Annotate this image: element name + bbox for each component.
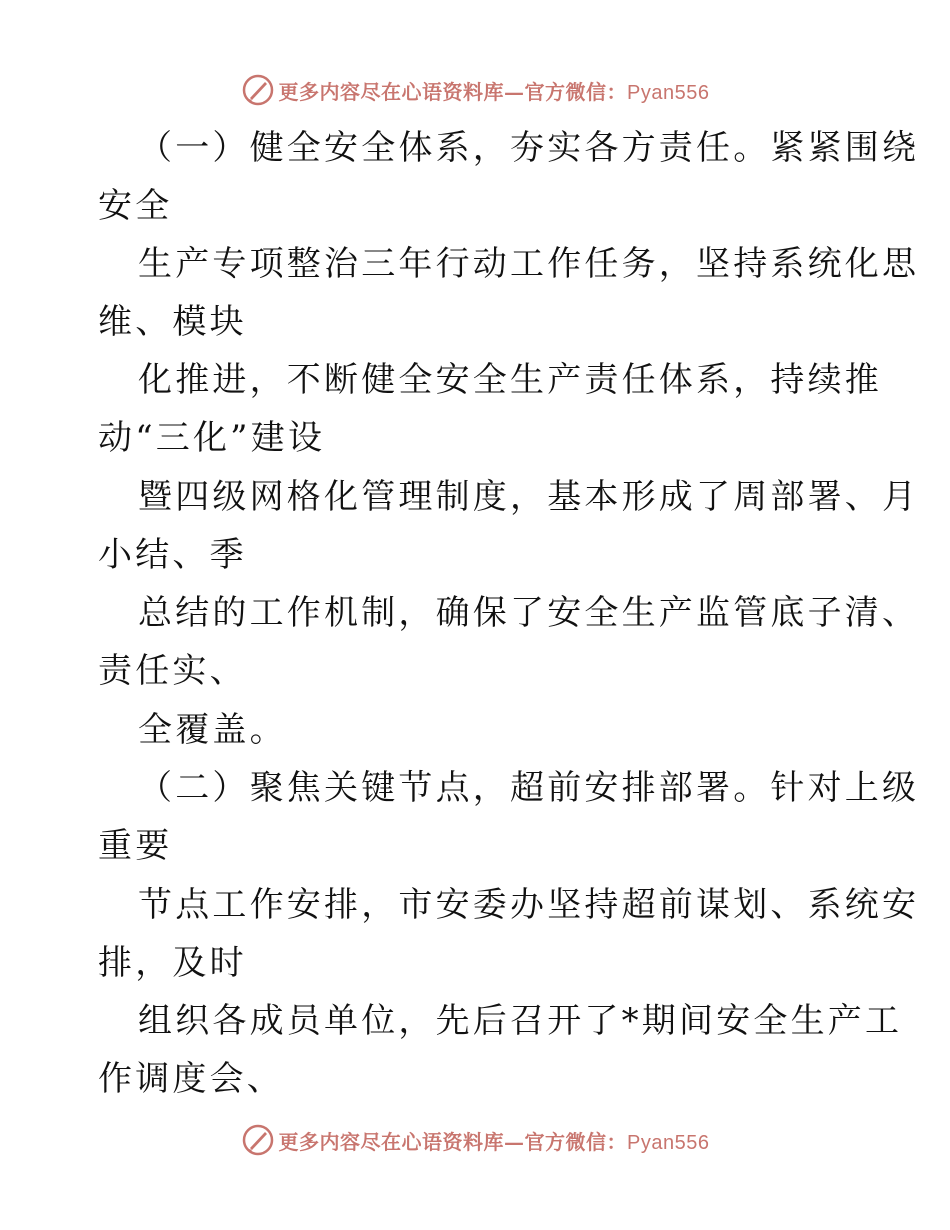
text-line: 全覆盖。 <box>138 710 287 750</box>
text-line: 节点工作安排，市安委办坚持超前谋划、系统安 <box>138 885 920 925</box>
quill-seal-icon <box>241 73 275 107</box>
text-line: 总结的工作机制，确保了安全生产监管底子清、 <box>138 593 920 633</box>
text-line: 重要 <box>98 826 173 866</box>
text-line: 作调度会、 <box>98 1059 284 1099</box>
watermark-text: 更多内容尽在心语资料库—官方微信：Pyan556 <box>278 1129 710 1154</box>
text-line: 排，及时 <box>98 943 247 983</box>
quill-seal-icon <box>241 1123 275 1157</box>
text-line: 小结、季 <box>98 535 247 575</box>
text-line: 安全 <box>98 186 173 226</box>
text-line: 维、模块 <box>98 302 247 342</box>
text-line: 暨四级网格化管理制度，基本形成了周部署、月 <box>138 477 920 517</box>
text-line: 生产专项整治三年行动工作任务，坚持系统化思 <box>138 244 920 284</box>
footer-watermark <box>0 1120 950 1160</box>
watermark-text: 更多内容尽在心语资料库—官方微信：Pyan556 <box>278 79 710 104</box>
text-line: 化推进，不断健全安全生产责任体系，持续推 <box>138 360 882 400</box>
text-line: （一）健全安全体系，夯实各方责任。紧紧围绕 <box>138 128 920 168</box>
text-line: 责任实、 <box>98 651 247 691</box>
text-line: 组织各成员单位，先后召开了*期间安全生产工 <box>138 1001 903 1041</box>
text-line: （二）聚焦关键节点，超前安排部署。针对上级 <box>138 768 920 808</box>
header-watermark <box>0 70 950 110</box>
text-line: 动“三化”建设 <box>98 418 326 458</box>
